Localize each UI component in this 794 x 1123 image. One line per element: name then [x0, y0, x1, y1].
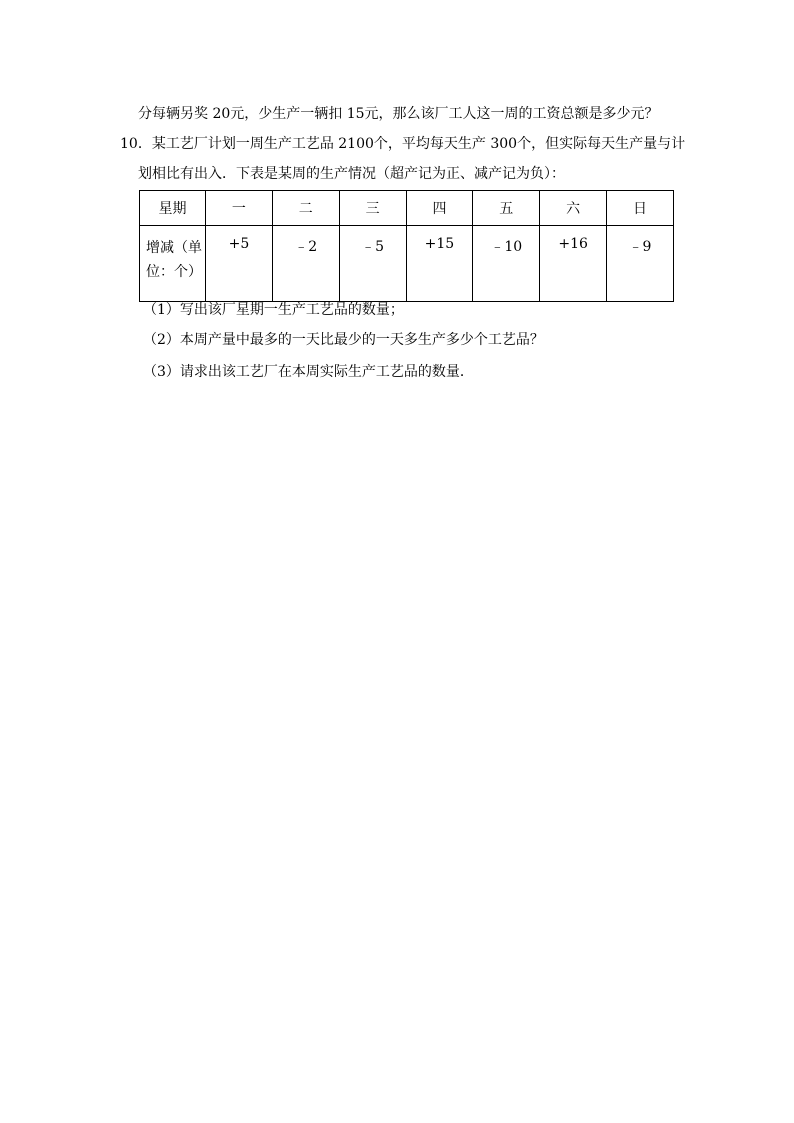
question9-continuation: 分每辆另奖 20元，少生产一辆扣 15元，那么该厂工人这一周的工资总额是多少元？	[138, 106, 659, 122]
question10-text-line2: 划相比有出入．下表是某周的生产情况（超产记为正、减产记为负）：	[138, 166, 565, 182]
day-cell: 五	[473, 191, 540, 226]
day-cell: 六	[540, 191, 607, 226]
value-cell: ﹣5	[339, 226, 406, 302]
row-label-weekday: 星期	[140, 191, 206, 226]
value-cell: +16	[540, 226, 607, 302]
table-row-change	[140, 226, 674, 302]
question10-text-line1: 10．某工艺厂计划一周生产工艺品 2100个，平均每天生产 300个，但实际每天生产量与计	[120, 136, 686, 152]
day-cell: 日	[607, 191, 674, 226]
subquestion-2: （2）本周产量中最多的一天比最少的一天多生产多少个工艺品？	[143, 332, 544, 348]
day-cell: 三	[339, 191, 406, 226]
subquestion-3: （3）请求出该工艺厂在本周实际生产工艺品的数量．	[143, 364, 474, 380]
value-cell: ﹣9	[607, 226, 674, 302]
value-cell: +5	[206, 226, 273, 302]
row-label-change-line2: 位：个）	[146, 264, 202, 280]
day-cell: 一	[206, 191, 273, 226]
row-label-change-line1: 增减（单	[146, 240, 202, 256]
table-row-weekday	[140, 191, 674, 226]
value-cell: ﹣10	[473, 226, 540, 302]
day-cell: 二	[272, 191, 339, 226]
production-table	[139, 190, 674, 302]
row-label-change	[140, 226, 206, 302]
value-cell: ﹣2	[272, 226, 339, 302]
day-cell: 四	[406, 191, 473, 226]
value-cell: +15	[406, 226, 473, 302]
subquestion-1: （1）写出该厂星期一生产工艺品的数量；	[143, 302, 404, 318]
